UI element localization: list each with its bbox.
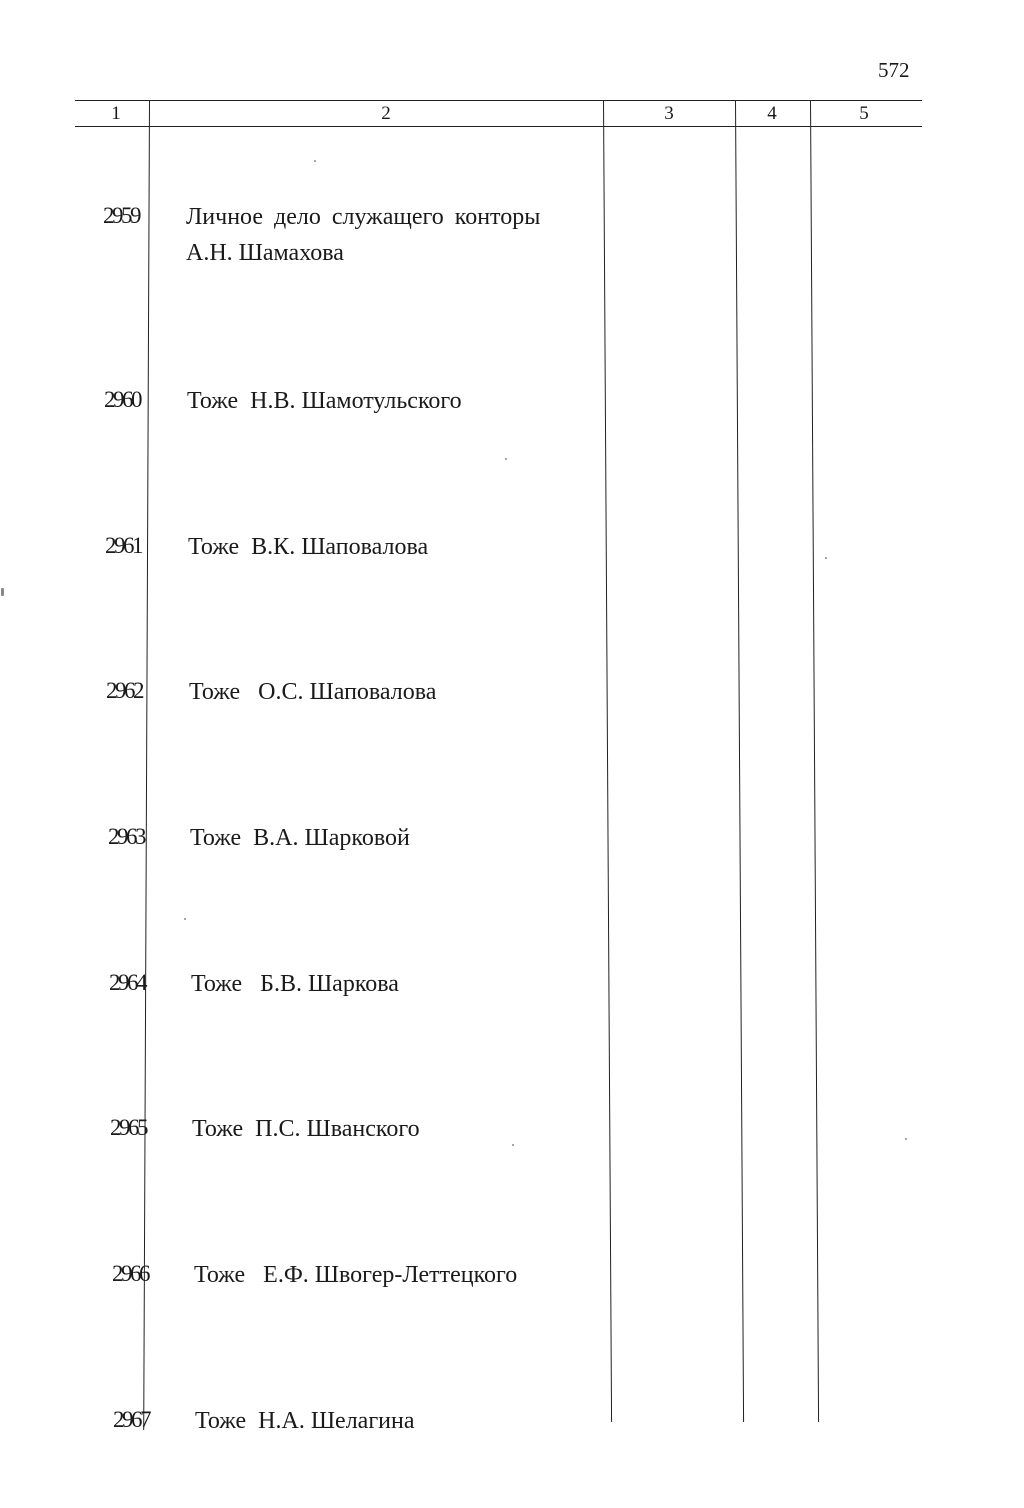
table-row	[0, 678, 1024, 738]
row-description-line-1: Личное дело служащего конторы	[186, 204, 541, 230]
row-number: 2961	[105, 533, 141, 558]
row-description: Тоже П.С. Шванского	[192, 1116, 420, 1142]
table-row	[0, 970, 1024, 1030]
scan-speck	[512, 1144, 514, 1146]
scan-speck	[505, 458, 507, 460]
row-description	[186, 199, 540, 271]
table-row	[0, 1261, 1024, 1321]
table-top-rule	[75, 100, 922, 101]
row-number: 2960	[104, 387, 140, 412]
row-number: 2963	[108, 824, 144, 849]
row-number: 2967	[113, 1407, 149, 1432]
row-description: Тоже Б.В. Шаркова	[191, 971, 399, 997]
column-header-3: 3	[664, 103, 674, 124]
column-header-5: 5	[859, 103, 869, 124]
row-description: Тоже О.С. Шаповалова	[189, 679, 437, 705]
column-divider-1	[143, 100, 150, 1430]
column-header-1: 1	[111, 103, 121, 124]
column-header-2: 2	[381, 103, 391, 124]
row-description: Тоже Е.Ф. Швогер-Леттецкого	[194, 1262, 518, 1288]
row-number: 2962	[106, 678, 142, 703]
scan-speck	[905, 1138, 907, 1140]
column-header-4: 4	[767, 103, 777, 124]
table-row	[0, 387, 1024, 447]
scan-speck	[314, 160, 316, 162]
row-description-line-2: А.Н. Шамахова	[186, 240, 344, 266]
row-description: Тоже В.А. Шарковой	[190, 825, 410, 851]
table-row	[0, 824, 1024, 884]
scan-speck	[1, 588, 4, 596]
header-bottom-rule	[75, 126, 922, 127]
column-divider-3	[735, 100, 744, 1422]
row-description: Тоже Н.В. Шамотульского	[187, 388, 462, 414]
column-divider-2	[603, 100, 612, 1422]
row-number: 2966	[112, 1261, 148, 1286]
table-row	[0, 1407, 1024, 1467]
scan-speck	[825, 557, 827, 559]
row-description: Тоже Н.А. Шелагина	[195, 1408, 415, 1434]
row-description: Тоже В.К. Шаповалова	[188, 534, 429, 560]
row-number: 2964	[109, 970, 145, 995]
table-row	[0, 533, 1024, 593]
scan-speck	[184, 918, 186, 920]
page-number: 572	[878, 58, 910, 82]
table-row	[0, 203, 1024, 266]
column-divider-4	[810, 100, 819, 1422]
row-number: 2965	[110, 1115, 146, 1140]
row-number: 2959	[103, 203, 139, 228]
